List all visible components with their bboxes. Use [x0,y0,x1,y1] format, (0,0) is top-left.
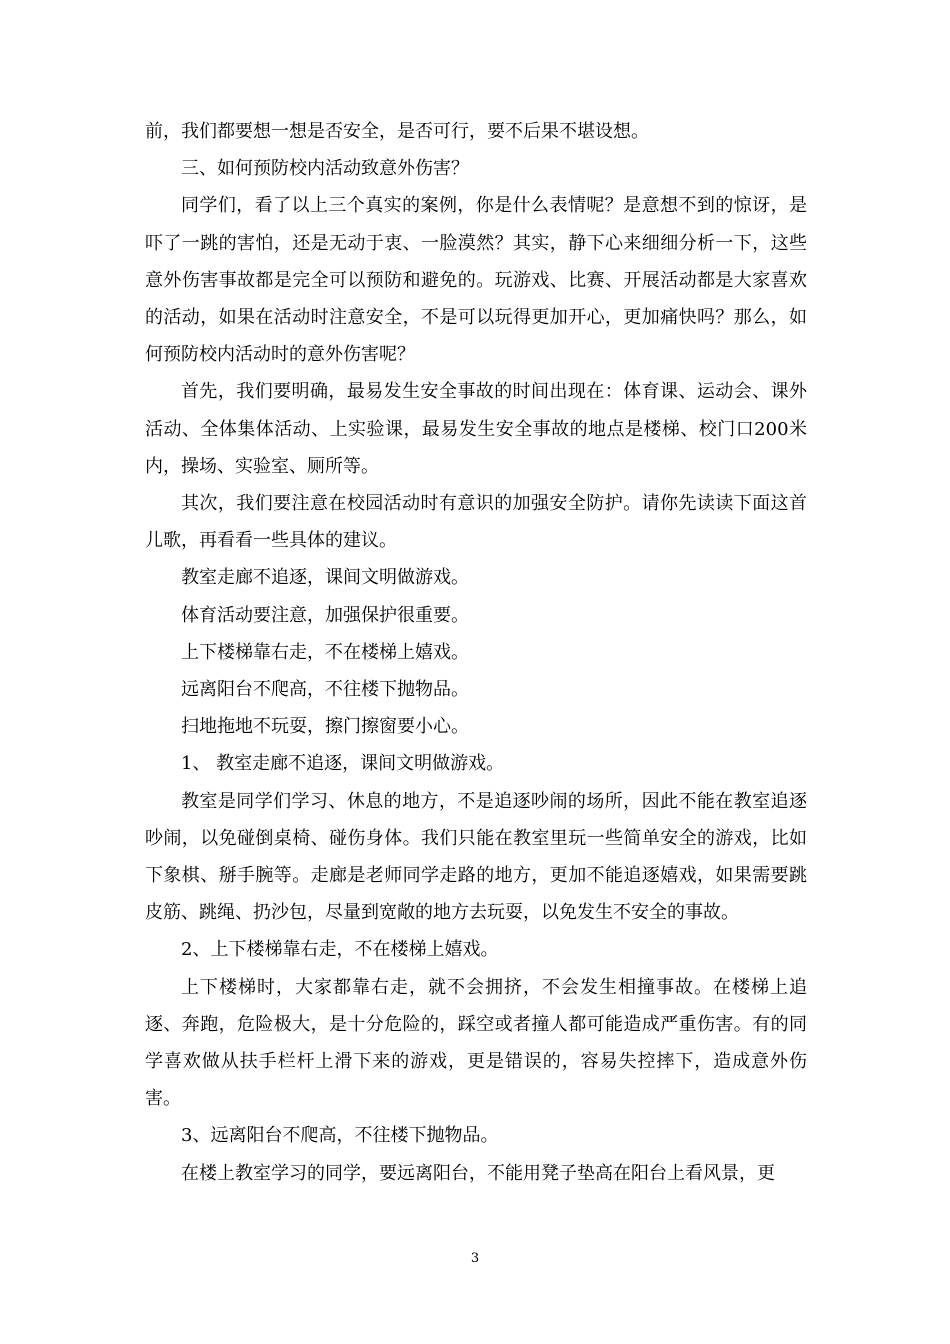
rhyme-line: 远离阳台不爬高，不往楼下抛物品。 [181,679,469,701]
paragraph: 其次，我们要注意在校园活动时有意识的加强安全防护。请你先读读下面这首儿歌，再看看一些具体的建议。 [145,493,807,552]
paragraph: 上下楼梯时，大家都靠右走，就不会拥挤，不会发生相撞事故。在楼梯上追逐、奔跑，危险极大，是十分危险的，踩空或者撞人都可能造成严重伤害。有的同学喜欢做从扶手栏杆上滑下来的游戏，更是错误的，容易失控摔下，造成意外伤害。 [145,976,807,1110]
subheading: 1、 教室走廊不追逐，课间文明做游戏。 [181,753,505,775]
rhyme-line: 体育活动要注意，加强保护很重要。 [181,604,469,626]
rhyme-line: 上下楼梯靠右走，不在楼梯上嬉戏。 [181,641,469,663]
paragraph: 在楼上教室学习的同学，要远离阳台，不能用凳子垫高在阳台上看风景，更 [181,1162,775,1184]
paragraph: 首先，我们要明确，最易发生安全事故的时间出现在：体育课、运动会、课外活动、全体集体活动、上实验课，最易发生安全事故的地点是楼梯、校门口200米内，操场、实验室、厕所等。 [145,381,807,477]
paragraph: 教室是同学们学习、休息的地方，不是追逐吵闹的场所，因此不能在教室追逐吵闹，以免碰倒桌椅、碰伤身体。我们只能在教室里玩一些简单安全的游戏，比如下象棋、掰手腕等。走廊是老师同学走路的地方，更加不能追逐嬉戏，如果需要跳皮筋、跳绳、扔沙包，尽量到宽敞的地方去玩耍，以免发生不安全的事故。 [145,790,807,924]
page-number: 3 [470,1251,480,1266]
subheading: 3、远离阳台不爬高，不往楼下抛物品。 [181,1125,499,1147]
rhyme-line: 教室走廊不追逐，课间文明做游戏。 [181,567,469,589]
rhyme-line: 扫地拖地不玩耍，擦门擦窗要小心。 [181,716,469,738]
body-text [145,113,807,1192]
subheading: 2、上下楼梯靠右走，不在楼梯上嬉戏。 [181,939,499,961]
paragraph: 同学们，看了以上三个真实的案例，你是什么表情呢？是意想不到的惊讶，是吓了一跳的害怕，还是无动于衷、一脸漠然？其实，静下心来细细分析一下，这些意外伤害事故都是完全可以预防和避免的。玩游戏、比赛、开展活动都是大家喜欢的活动，如果在活动时注意安全，不是可以玩得更加开心，更加痛快吗？那么，如何预防校内活动时的意外伤害呢？ [145,195,807,366]
paragraph: 前，我们都要想一想是否安全，是否可行，要不后果不堪设想。 [145,121,649,142]
section-heading: 三、如何预防校内活动致意外伤害？ [181,158,469,180]
